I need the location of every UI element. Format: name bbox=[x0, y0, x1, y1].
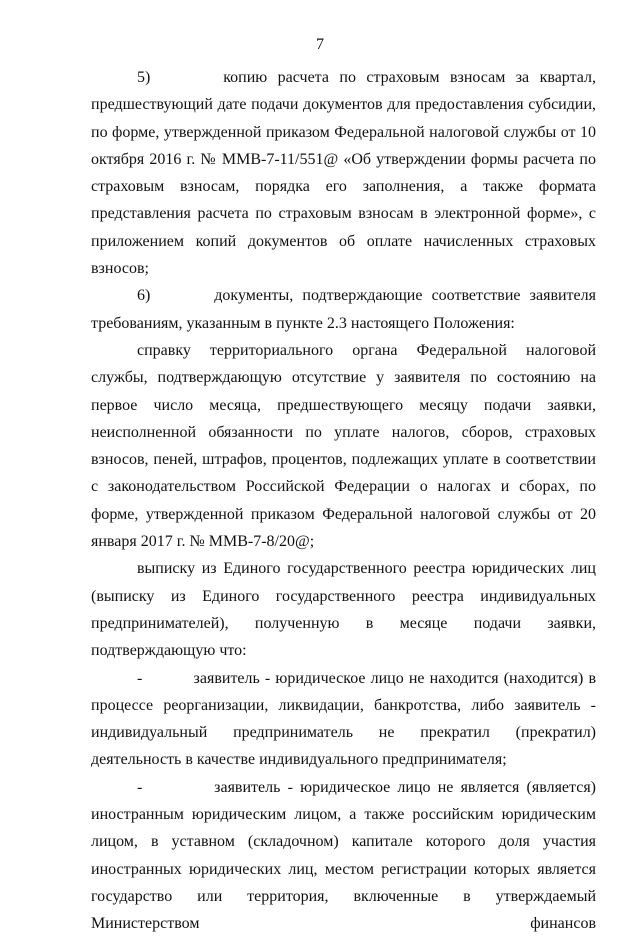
paragraph-item-5-tax-calculation: 5) копию расчета по страховым взносам за квартал, предшествующий дате подачи документов для предоставления субсидии, по форме, утвержденной приказом Федеральной налоговой службы от 10 октября 2016 г. № ММВ-7-11/551@ «Об утверждении формы расчета по страховым взносам, порядка его заполнения, а также формата представления расчета по страховым взносам в электронной форме», с приложением копий документов об оплате начисленных страховых взносов; bbox=[91, 69, 596, 278]
paragraph-bullet-foreign-entity: - заявитель - юридическое лицо не является (является) иностранным юридическим лицом, а также российским юридическим лицом, в уставном (складочном) капитале которого доля участия иностранных юридических лиц, местом регистрации которых является государство или территория, включенные в утверждаемый Министерством финансов bbox=[91, 778, 596, 933]
page-number: 7 bbox=[316, 36, 324, 53]
paragraph-tax-certificate: справку территориального органа Федеральной налоговой службы, подтверждающую отсутствие у заявителя по состоянию на первое число месяца, предшествующего месяцу подачи заявки, неисполненной обязанности по уплате налогов, сборов, страховых взносов, пеней, штрафов, процентов, подлежащих уплате в соответствии с законодательством Российской Федерации о налогах и сборах, по форме, утвержденной приказом Федеральной налоговой службы от 20 января 2017 г. № ММВ-7-8/20@; bbox=[91, 341, 596, 551]
paragraph-bullet-reorganization: - заявитель - юридическое лицо не находится (находится) в процессе реорганизации, ликвидации, банкротства, либо заявитель - индивидуальный предприниматель не прекратил (прекратил) деятельность в качестве индивидуального предпринимателя; bbox=[91, 669, 596, 769]
paragraph-item-6-documents: 6) документы, подтверждающие соответствие заявителя требованиям, указанным в пункте 2.3 настоящего Положения: bbox=[91, 287, 596, 332]
paragraph-registry-extract: выписку из Единого государственного реестра юридических лиц (выписку из Единого государственного реестра индивидуальных предпринимателей), полученную в месяце подачи заявки, подтверждающую что: bbox=[91, 560, 596, 660]
document-body bbox=[91, 64, 596, 938]
